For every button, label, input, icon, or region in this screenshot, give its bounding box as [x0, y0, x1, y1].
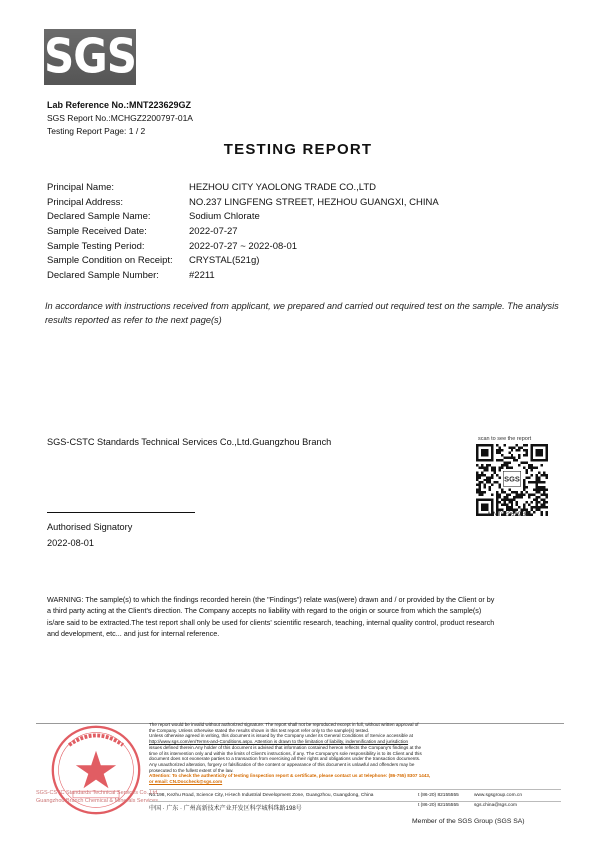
legal-line: the Company. Unless otherwise stated the results shown in this test report refer only to the sample(s) tested. — [149, 727, 370, 733]
info-label: Sample Received Date: — [47, 225, 147, 237]
legal-line: document does not exonerate parties to a transaction from exercising all their rights and obligations under the transaction documents. — [149, 756, 421, 762]
signature-line — [47, 512, 195, 513]
stamp-side-text: Guangzhou Branch Chemical & Minerals Services — [36, 798, 158, 804]
info-value: 2022-07-27 ~ 2022-08-01 — [189, 240, 298, 252]
info-label: Declared Sample Number: — [47, 269, 159, 281]
address-divider — [149, 801, 561, 802]
info-value: 2022-07-27 — [189, 225, 238, 237]
website-link[interactable]: www.sgsgroup.com.cn — [474, 793, 522, 798]
info-row-principal-address — [47, 195, 527, 210]
issuing-company: SGS-CSTC Standards Technical Services Co.,Ltd.Guangzhou Branch — [47, 437, 332, 447]
address-english: No.198, Kezhu Road, Science City, Hi-tech Industrial Development Zone, Guangzhou, Guangdong, China — [149, 793, 374, 798]
warning-line: is/are said to be extracted.The test report shall only be used for clients' scientific research, teaching, internal quality control, product research — [47, 617, 495, 627]
legal-line: time of its intervention only and within the limits of Client's instructions, if any. The Company's sole responsibility is to its Client and this — [149, 750, 422, 756]
legal-line: prosecuted to the fullest extent of the law. — [149, 767, 234, 773]
legal-line: The report would be invalid without authorized signature. The report shall not be reproduced except in full, without written approval of — [149, 722, 419, 727]
instruction-statement: In accordance with instructions received from applicant, we prepared and carried out required test on the sample. The analysis results reported as refer to the next page(s) — [45, 301, 559, 325]
attention-notice: Attention: To check the authenticity of testing /inspection report & certificate, please contact us at telephone: (86-755) 8307 1443, — [149, 773, 431, 779]
info-row-sample-name — [47, 209, 527, 224]
info-row-received-date — [47, 224, 527, 239]
address-chinese: 中国 · 广东 · 广州高新技术产业开发区科学城科珠路198号 — [149, 806, 302, 812]
info-label: Principal Address: — [47, 196, 124, 208]
warning-text — [47, 594, 555, 639]
info-label: Principal Name: — [47, 181, 115, 193]
warning-line: and development, etc... and just for internal reference. — [47, 628, 220, 638]
legal-line: issues defined therein.Any holder of this document is advised that information contained hereon reflects the Company's findings at the — [149, 744, 422, 750]
info-label: Declared Sample Name: — [47, 211, 151, 223]
sgs-logo — [44, 29, 136, 85]
warning-line: WARNING: The sample(s) to which the findings recorded herein (the "Findings") relate was(were) drawn and / or provided by the Client or by — [47, 595, 495, 604]
email-link[interactable]: sgs.china@sgs.com — [474, 803, 517, 808]
telephone: t (86-20) 82155555 — [418, 793, 459, 798]
logo-text: SGS — [44, 29, 136, 84]
legal-line: Any unauthorized alteration, forgery or falsification of the content or appearance of this document is unlawful and offenders may be — [149, 761, 415, 767]
sample-info-table — [47, 180, 527, 283]
qr-code-icon[interactable] — [476, 444, 548, 516]
qr-caption: scan to see the report — [478, 436, 532, 442]
doccheck-email-link[interactable]: or email: CN.Doccheck@sgs.com — [149, 779, 223, 785]
info-row-principal-name — [47, 180, 527, 195]
info-row-testing-period — [47, 239, 527, 254]
lab-reference: Lab Reference No.:MNT223629GZ — [47, 100, 192, 110]
info-value: HEZHOU CITY YAOLONG TRADE CO.,LTD — [189, 181, 377, 193]
telephone: t (86-20) 82155555 — [418, 803, 459, 808]
info-value: Sodium Chlorate — [189, 211, 260, 223]
sgs-group-membership: Member of the SGS Group (SGS SA) — [412, 818, 525, 825]
info-label: Sample Condition on Receipt: — [47, 255, 173, 267]
qr-report-id: MNT223629GZ — [488, 512, 530, 518]
qr-center-label: SGS — [504, 474, 520, 484]
legal-notice — [149, 722, 535, 785]
report-title: TESTING REPORT — [223, 141, 373, 158]
stamp-side-text: SGS-CSTC Standards Technical Services Co.,Ltd. — [36, 790, 159, 796]
signature-date: 2022-08-01 — [47, 538, 94, 548]
info-label: Sample Testing Period: — [47, 240, 145, 252]
info-value: CRYSTAL(521g) — [189, 255, 260, 267]
info-row-sample-number — [47, 268, 527, 283]
info-value: #2211 — [189, 269, 215, 281]
address-divider — [149, 789, 561, 790]
warning-line: a third party acting at the Client's direction. The Company accepts no liability with regard to the origin or source from which the sample(s) — [47, 606, 482, 616]
legal-line: Unless otherwise agreed in writing, this document is issued by the Company under its General Conditions of Service accessible at — [149, 733, 414, 739]
authorised-signatory: Authorised Signatory — [47, 522, 133, 532]
info-value: NO.237 LINGFENG STREET, HEZHOU GUANGXI, CHINA — [189, 196, 439, 208]
report-page: Testing Report Page: 1 / 2 — [47, 126, 146, 136]
terms-link[interactable]: http://www.sgs.com/en/Terms-and-Conditions.aspx. Attention is drawn to the limitation of liability, indemnification and jurisdiction — [149, 739, 409, 745]
sgs-report-number: SGS Report No.:MCHGZ2200797-01A — [47, 113, 193, 123]
info-row-condition — [47, 253, 527, 268]
